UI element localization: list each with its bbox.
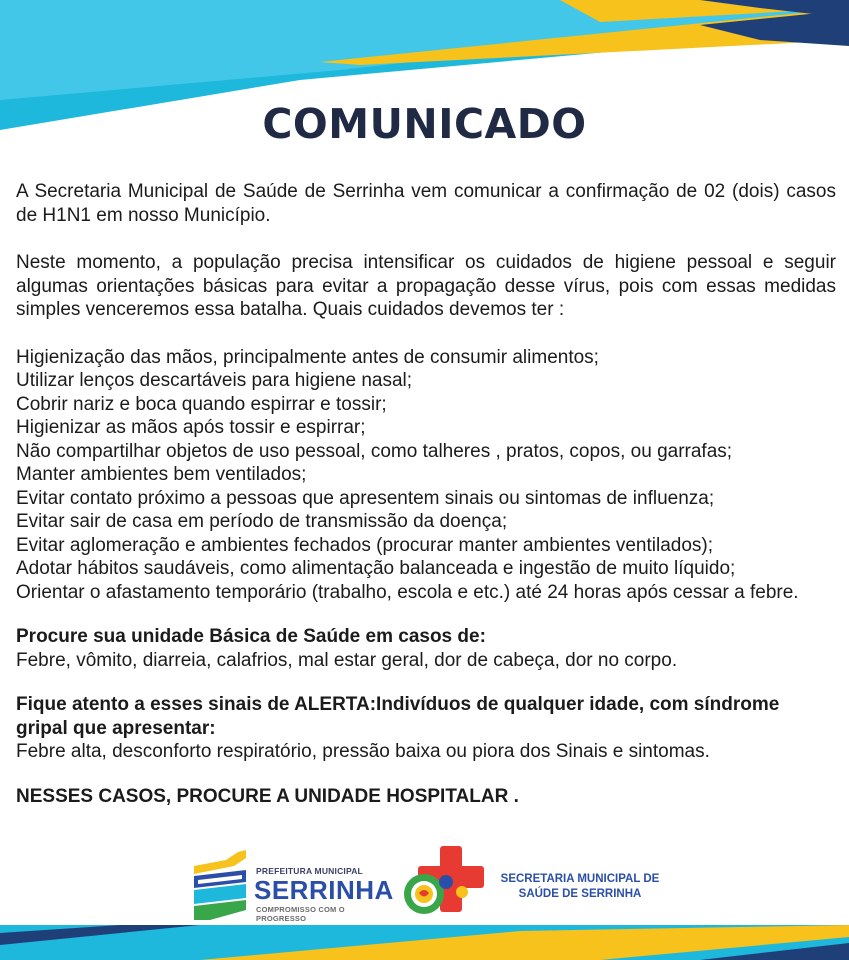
bottom-decorative-band — [0, 925, 849, 960]
alert-symptoms: Febre alta, desconforto respiratório, pressão baixa ou piora dos Sinais e sintomas. — [16, 741, 710, 762]
care-tips-list — [16, 346, 836, 605]
prefeitura-name: SERRINHA — [254, 875, 394, 905]
prefeitura-slogan: COMPROMISSO COM O PROGRESSO — [256, 905, 345, 923]
secretaria-logo — [400, 846, 500, 922]
secretaria-text — [500, 872, 660, 902]
list-item: Evitar aglomeração e ambientes fechados (procurar manter ambientes ventilados); — [16, 534, 714, 556]
list-item: Higienizar as mãos após tossir e espirrar; — [16, 417, 366, 438]
secretaria-line-1: SECRETARIA MUNICIPAL DE — [500, 873, 660, 885]
seek-care-symptoms: Febre, vômito, diarreia, calafrios, mal estar geral, dor de cabeça, dor no corpo. — [16, 649, 678, 671]
prefeitura-emblem-icon — [190, 848, 252, 922]
list-item: Utilizar lenços descartáveis para higiene nasal; — [16, 370, 413, 391]
notice-body — [16, 180, 836, 808]
list-item: Higienização das mãos, principalmente antes de consumir alimentos; — [16, 346, 599, 368]
closing-statement: NESSES CASOS, PROCURE A UNIDADE HOSPITALAR . — [16, 785, 519, 807]
list-item: Orientar o afastamento temporário (trabalho, escola e etc.) até 24 horas após cessar a febre. — [16, 581, 799, 603]
guidance-paragraph: Neste momento, a população precisa intensificar os cuidados de higiene pessoal e seguir algumas orientações básicas para evitar a propagação desse vírus, pois com essas medidas simples venceremos essa batalha. Quais cuidados devemos ter : — [16, 252, 836, 320]
intro-paragraph: A Secretaria Municipal de Saúde de Serrinha vem comunicar a confirmação de 02 (dois) casos de H1N1 em nosso Município. — [16, 181, 836, 226]
prefeitura-logo — [190, 848, 394, 923]
secretaria-line-2: SAÚDE DE SERRINHA — [518, 888, 642, 900]
page-title: COMUNICADO — [262, 100, 587, 148]
alert-heading: Fique atento a esses sinais de ALERTA:Indivíduos de qualquer idade, com síndrome gripal que apresentar: — [16, 694, 780, 739]
health-cross-emblem-icon — [400, 846, 500, 922]
list-item: Cobrir nariz e boca quando espirrar e tossir; — [16, 393, 387, 415]
prefeitura-label: PREFEITURA MUNICIPAL — [256, 866, 363, 876]
seek-care-heading: Procure sua unidade Básica de Saúde em casos de: — [16, 626, 486, 647]
list-item: Evitar contato próximo a pessoas que apresentem sinais ou sintomas de influenza; — [16, 487, 715, 509]
footer-logos — [0, 840, 849, 925]
list-item: Adotar hábitos saudáveis, como alimentação balanceada e ingestão de muito líquido; — [16, 558, 736, 579]
list-item: Manter ambientes bem ventilados; — [16, 464, 307, 485]
list-item: Não compartilhar objetos de uso pessoal, como talheres , pratos, copos, ou garrafas; — [16, 440, 733, 462]
list-item: Evitar sair de casa em período de transmissão da doença; — [16, 511, 508, 532]
